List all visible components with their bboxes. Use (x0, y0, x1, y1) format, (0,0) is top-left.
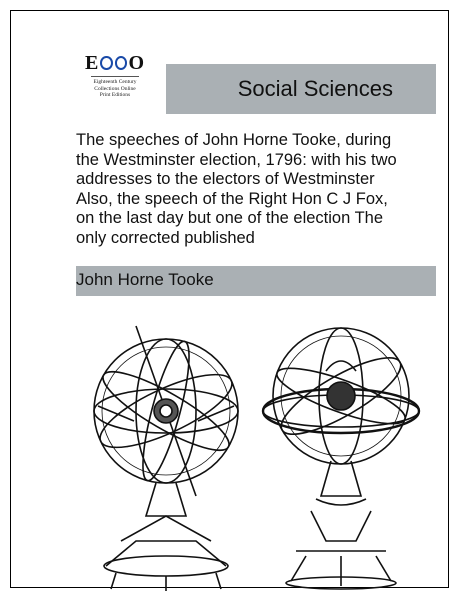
book-author: John Horne Tooke (76, 270, 214, 289)
ecco-logo (85, 49, 145, 121)
armillary-spheres-engraving-icon (76, 311, 456, 591)
ecco-logo-wordmark: E O (85, 52, 145, 74)
book-title: The speeches of John Horne Tooke, during the Westminster election, 1796: with his two addresses to the electors of Westminster Also, the speech of the Right Hon C J Fox, on the last day but one of the election The only corrected published (76, 131, 397, 247)
book-cover (10, 10, 449, 588)
ecco-logo-subtitle: Eighteenth Century Collections Online Print Editions (93, 79, 137, 98)
category-label: Social Sciences (237, 76, 393, 101)
